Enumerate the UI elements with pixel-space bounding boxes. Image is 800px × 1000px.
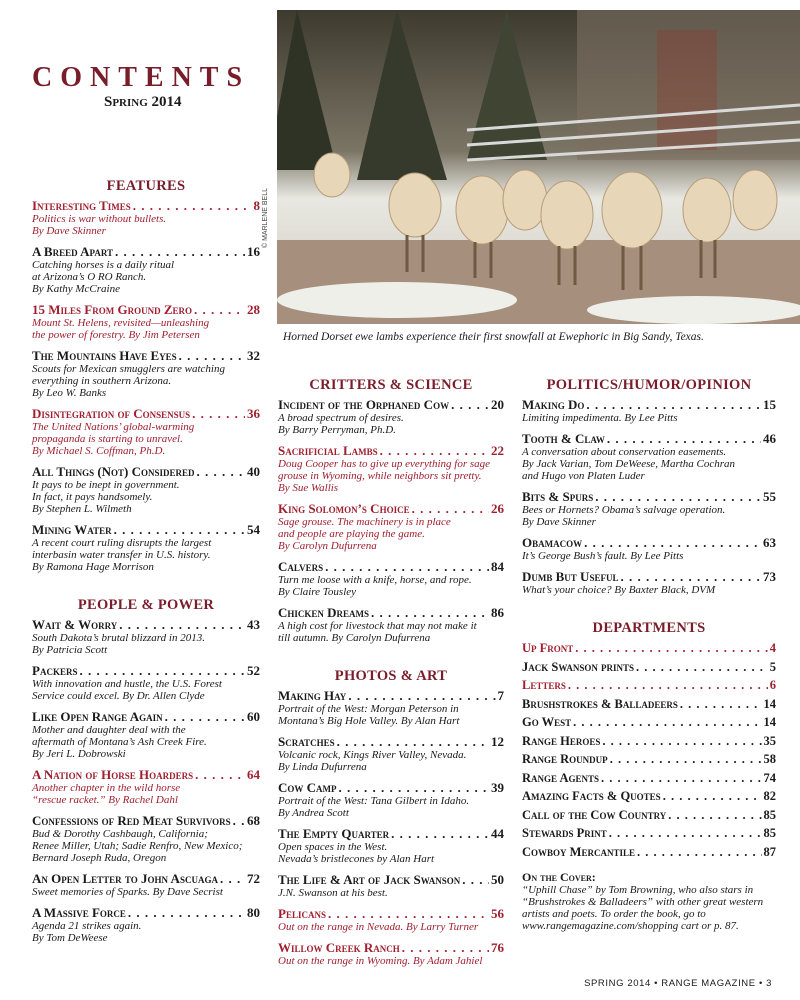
toc-entry-page: 56 xyxy=(491,906,504,921)
photos-art-list xyxy=(278,689,504,967)
toc-entry-line xyxy=(32,523,260,537)
toc-entry-title: Call of the Cow Country xyxy=(522,807,667,822)
toc-entry-line xyxy=(278,873,504,887)
toc-entry[interactable] xyxy=(32,523,260,573)
toc-entry-page: 5 xyxy=(769,659,776,674)
departments-heading: DEPARTMENTS xyxy=(592,620,706,636)
dot-leader xyxy=(133,199,252,213)
toc-entry-line xyxy=(32,814,260,828)
dot-leader xyxy=(636,660,768,675)
dot-leader xyxy=(391,827,489,841)
toc-entry-title: A Massive Force xyxy=(32,905,126,920)
toc-entry-page: 73 xyxy=(763,569,776,584)
toc-entry-page: 16 xyxy=(247,244,260,259)
toc-entry-title: Chicken Dreams xyxy=(278,605,370,620)
toc-entry[interactable] xyxy=(278,689,504,727)
toc-entry-line xyxy=(522,536,776,550)
toc-entry-line xyxy=(278,502,504,516)
toc-entry-description: Politics is war without bullets. By Dave Skinner xyxy=(32,213,167,237)
toc-entry-line xyxy=(522,678,776,693)
toc-entry-page: 85 xyxy=(763,826,776,840)
toc-entry-description: Out on the range in Wyoming. By Adam Jahiel xyxy=(278,955,483,967)
dot-leader xyxy=(412,502,489,516)
toc-entry-description: With innovation and hustle, the U.S. Forest Service could excel. By Dr. Allen Clyde xyxy=(32,678,222,702)
toc-entry-line xyxy=(522,490,776,504)
photos-art-heading: PHOTOS & ART xyxy=(334,668,448,684)
dot-leader xyxy=(328,907,489,921)
toc-entry-description: Portrait of the West: Morgan Peterson in Montana’s Big Hole Valley. By Alan Hart xyxy=(278,703,460,727)
dot-leader xyxy=(115,245,245,259)
toc-entry-title: The Mountains Have Eyes xyxy=(32,348,177,363)
toc-entry-description: What’s your choice? By Baxter Black, DVM xyxy=(522,584,716,596)
dot-leader xyxy=(620,570,761,584)
middle-column xyxy=(278,377,504,975)
dot-leader xyxy=(114,523,245,537)
toc-entry-line xyxy=(522,752,776,767)
toc-entry-description: Volcanic rock, Kings River Valley, Nevada. By Linda Dufurrena xyxy=(278,749,467,773)
toc-entry-page: 32 xyxy=(247,348,260,363)
dot-leader xyxy=(79,664,245,678)
toc-entry-description: Portrait of the West: Tana Gilbert in Idaho. By Andrea Scott xyxy=(278,795,470,819)
toc-entry-page: 26 xyxy=(491,501,504,516)
toc-entry[interactable] xyxy=(278,907,504,933)
toc-entry-title: An Open Letter to John Ascuaga xyxy=(32,871,218,886)
toc-entry-page: 28 xyxy=(247,302,260,317)
toc-entry[interactable] xyxy=(278,941,504,967)
toc-entry-title: Amazing Facts & Quotes xyxy=(522,789,661,803)
toc-entry-line xyxy=(278,444,504,458)
toc-entry[interactable] xyxy=(278,560,504,598)
toc-entry[interactable] xyxy=(522,490,776,528)
toc-entry-line xyxy=(32,465,260,479)
toc-entry[interactable] xyxy=(278,502,504,552)
toc-entry-page: 60 xyxy=(247,709,260,724)
toc-entry-title: Cow Camp xyxy=(278,780,337,795)
toc-entry-title: Cowboy Mercantile xyxy=(522,844,635,859)
toc-entry-title: Disintegration of Consensus xyxy=(32,406,191,421)
toc-entry-description: Limiting impedimenta. By Lee Pitts xyxy=(522,412,678,424)
toc-entry-line xyxy=(522,771,776,786)
toc-entry[interactable] xyxy=(32,618,260,656)
toc-entry-page: 85 xyxy=(763,807,776,822)
dot-leader xyxy=(601,771,761,786)
toc-entry[interactable] xyxy=(32,664,260,702)
toc-entry-description: It’s George Bush’s fault. By Lee Pitts xyxy=(522,550,684,562)
toc-entry-line xyxy=(278,398,504,412)
toc-entry-line xyxy=(278,941,504,955)
toc-entry-line xyxy=(522,697,776,712)
toc-entry-page: 50 xyxy=(491,872,504,887)
toc-entry-page: 35 xyxy=(763,733,776,748)
toc-entry-title: Scratches xyxy=(278,734,335,749)
toc-entry-line xyxy=(32,349,260,363)
toc-entry-line xyxy=(278,606,504,620)
toc-entry-description: Open spaces in the West. Nevada’s bristlecones by Alan Hart xyxy=(278,841,435,865)
toc-entry-description: South Dakota’s brutal blizzard in 2013. By Patricia Scott xyxy=(32,632,205,656)
politics-heading: POLITICS/HUMOR/OPINION xyxy=(546,377,752,393)
toc-entry-title: Mining Water xyxy=(32,522,112,537)
toc-entry[interactable] xyxy=(278,827,504,865)
toc-entry[interactable] xyxy=(278,873,504,899)
toc-entry-title: Sacrificial Lambs xyxy=(278,443,378,458)
toc-entry[interactable] xyxy=(522,752,776,767)
toc-entry-line xyxy=(278,907,504,921)
toc-entry-title: Obamacow xyxy=(522,535,583,550)
dot-leader xyxy=(165,710,245,724)
toc-entry[interactable] xyxy=(522,845,776,860)
toc-entry-title: Range Roundup xyxy=(522,752,608,766)
toc-entry-page: 74 xyxy=(763,770,776,785)
cover-note-label: On the Cover: xyxy=(522,870,596,884)
dot-leader xyxy=(380,444,489,458)
toc-entry-title: Incident of the Orphaned Cow xyxy=(278,397,450,412)
toc-entry-title: Wait & Worry xyxy=(32,617,118,632)
sheep-in-snow-image xyxy=(277,10,800,324)
toc-entry-title: Calvers xyxy=(278,559,324,574)
toc-entry-title: Brushstrokes & Balladeers xyxy=(522,696,678,711)
toc-entry[interactable] xyxy=(522,398,776,424)
departments-list xyxy=(522,641,776,859)
toc-entry[interactable] xyxy=(522,536,776,562)
toc-entry-title: Confessions of Red Meat Survivors xyxy=(32,813,231,828)
toc-entry-title: Interesting Times xyxy=(32,198,131,213)
toc-entry-description: Agenda 21 strikes again. By Tom DeWeese xyxy=(32,920,142,944)
dot-leader xyxy=(607,432,761,446)
toc-entry-page: 63 xyxy=(763,535,776,550)
toc-entry-line xyxy=(522,715,776,730)
toc-entry-description: Bud & Dorothy Cashbaugh, California; Renee Miller, Utah; Sadie Renfro, New Mexico; Bernard Joseph Ruda, Oregon xyxy=(32,828,243,864)
toc-entry-page: 12 xyxy=(491,734,504,749)
toc-entry[interactable] xyxy=(522,789,776,804)
toc-entry-line xyxy=(278,781,504,795)
toc-entry-line xyxy=(278,735,504,749)
toc-entry-description: A conversation about conservation easements. By Jack Varian, Tom DeWeese, Martha Cochran and Hugo von Platen Luder xyxy=(522,446,736,482)
toc-entry-title: The Empty Quarter xyxy=(278,826,390,841)
dot-leader xyxy=(586,398,761,412)
toc-entry-line xyxy=(522,660,776,675)
toc-entry-page: 64 xyxy=(247,767,260,782)
dot-leader xyxy=(192,407,245,421)
dot-leader xyxy=(325,560,489,574)
toc-entry-page: 4 xyxy=(769,641,776,655)
features-heading: FEATURES xyxy=(106,178,186,194)
toc-entry-line xyxy=(32,768,260,782)
toc-entry-page: 82 xyxy=(763,789,776,803)
dot-leader xyxy=(584,536,761,550)
toc-entry[interactable] xyxy=(278,444,504,494)
toc-entry-description: J.N. Swanson at his best. xyxy=(278,887,388,899)
toc-entry-title: Letters xyxy=(522,678,566,692)
dot-leader xyxy=(668,808,761,823)
toc-entry[interactable] xyxy=(32,465,260,515)
issue-label: Spring 2014 xyxy=(104,94,182,110)
toc-entry[interactable] xyxy=(32,814,260,864)
toc-entry-description: Another chapter in the wild horse “rescue racket.” By Rachel Dahl xyxy=(32,782,181,806)
toc-entry-page: 52 xyxy=(247,663,260,678)
toc-entry-title: The Life & Art of Jack Swanson xyxy=(278,872,461,887)
toc-entry-page: 39 xyxy=(491,780,504,795)
toc-entry-description: A recent court ruling disrupts the largest interbasin water transfer in U.S. history. By Ramona Hage Morrison xyxy=(32,537,212,573)
right-column xyxy=(522,377,776,932)
toc-entry-page: 15 xyxy=(763,397,776,412)
toc-entry[interactable] xyxy=(522,697,776,712)
dot-leader xyxy=(462,873,489,887)
toc-entry[interactable] xyxy=(522,808,776,823)
toc-entry[interactable] xyxy=(278,781,504,819)
toc-entry-description: Doug Cooper has to give up everything for sage grouse in Wyoming, while neighbors sit pretty. By Sue Wallis xyxy=(278,458,491,494)
cover-note-text: “Uphill Chase” by Tom Browning, who also stars in “Brushstrokes & Balladeers” with other great western artists and poets. To order the book, go to www.rangemagazine.com/shopping cart or p. 87. xyxy=(522,884,764,932)
dot-leader xyxy=(610,752,762,767)
toc-entry[interactable] xyxy=(522,432,776,482)
toc-entry[interactable] xyxy=(32,349,260,399)
dot-leader xyxy=(197,465,245,479)
toc-entry-title: Making Do xyxy=(522,397,585,412)
toc-entry-description: Catching horses is a daily ritual at Arizona’s O RO Ranch. By Kathy McCraine xyxy=(32,259,175,295)
toc-entry-description: Bees or Hornets? Obama’s salvage operation. By Dave Skinner xyxy=(522,504,726,528)
toc-entry-title: Tooth & Claw xyxy=(522,431,605,446)
toc-entry-description: It pays to be inept in government. In fact, it pays handsomely. By Stephen L. Wilmeth xyxy=(32,479,180,515)
dot-leader xyxy=(337,735,489,749)
toc-entry-title: King Solomon’s Choice xyxy=(278,501,410,516)
toc-entry-line xyxy=(522,641,776,656)
dot-leader xyxy=(371,606,489,620)
toc-entry-page: 76 xyxy=(491,940,504,955)
toc-entry[interactable] xyxy=(32,710,260,760)
toc-entry-title: Stewards Print xyxy=(522,826,607,840)
features-list xyxy=(32,199,260,573)
page-footer: SPRING 2014 • RANGE MAGAZINE • 3 xyxy=(584,978,772,989)
toc-entry-line xyxy=(32,245,260,259)
cover-photo xyxy=(277,10,800,324)
toc-entry-title: Making Hay xyxy=(278,688,347,703)
dot-leader xyxy=(573,715,761,730)
toc-entry-page: 72 xyxy=(247,871,260,886)
toc-entry-page: 22 xyxy=(491,443,504,458)
toc-entry-title: Jack Swanson prints xyxy=(522,659,634,674)
toc-entry[interactable] xyxy=(278,735,504,773)
toc-entry-page: 84 xyxy=(491,559,504,574)
toc-entry[interactable] xyxy=(278,398,504,436)
dot-leader xyxy=(568,678,768,693)
toc-entry-title: All Things (Not) Considered xyxy=(32,464,195,479)
dot-leader xyxy=(402,941,489,955)
toc-entry-page: 7 xyxy=(497,688,504,703)
toc-entry-line xyxy=(522,432,776,446)
toc-entry-title: Like Open Range Again xyxy=(32,709,163,724)
people-heading: PEOPLE & POWER xyxy=(77,597,215,613)
toc-entry-line xyxy=(32,906,260,920)
toc-entry-title: Up Front xyxy=(522,641,574,655)
toc-entry-title: Willow Creek Ranch xyxy=(278,940,400,955)
toc-entry[interactable] xyxy=(32,199,260,237)
dot-leader xyxy=(575,641,767,656)
toc-entry-line xyxy=(32,872,260,886)
toc-entry-description: Sweet memories of Sparks. By Dave Secrist xyxy=(32,886,223,898)
toc-entry-title: A Breed Apart xyxy=(32,244,114,259)
toc-entry-title: A Nation of Horse Hoarders xyxy=(32,767,194,782)
toc-entry-page: 14 xyxy=(763,715,776,729)
toc-entry-description: A high cost for livestock that may not make it till autumn. By Carolyn Dufurrena xyxy=(278,620,477,644)
toc-entry[interactable] xyxy=(522,826,776,841)
toc-entry-page: 58 xyxy=(763,752,776,766)
dot-leader xyxy=(595,490,761,504)
toc-entry[interactable] xyxy=(32,407,260,457)
dot-leader xyxy=(637,845,762,860)
toc-entry-title: Go West xyxy=(522,715,572,729)
dot-leader xyxy=(119,618,245,632)
dot-leader xyxy=(609,826,762,841)
toc-entry-title: Bits & Spurs xyxy=(522,489,594,504)
toc-entry-page: 8 xyxy=(253,198,260,213)
dot-leader xyxy=(128,906,245,920)
toc-entry-line xyxy=(32,199,260,213)
people-list xyxy=(32,618,260,944)
toc-entry[interactable] xyxy=(522,660,776,675)
toc-entry-line xyxy=(522,808,776,823)
left-column xyxy=(32,178,260,952)
toc-entry-line xyxy=(522,826,776,841)
toc-entry-line xyxy=(522,398,776,412)
toc-entry[interactable] xyxy=(278,606,504,644)
dot-leader xyxy=(220,872,245,886)
photo-credit: © MARLENE BELL xyxy=(262,187,269,248)
toc-entry[interactable] xyxy=(32,768,260,806)
toc-entry[interactable] xyxy=(32,245,260,295)
toc-entry-page: 87 xyxy=(763,844,776,859)
critters-heading: CRITTERS & SCIENCE xyxy=(309,377,473,393)
toc-entry-page: 44 xyxy=(491,826,504,841)
toc-entry-title: Range Agents xyxy=(522,770,600,785)
toc-entry[interactable] xyxy=(522,641,776,656)
toc-entry-description: A broad spectrum of desires. By Barry Perryman, Ph.D. xyxy=(278,412,404,436)
toc-entry-line xyxy=(278,689,504,703)
toc-entry-title: Pelicans xyxy=(278,906,326,921)
toc-entry-description: The United Nations’ global-warming propaganda is starting to unravel. By Michael S. Coffman, Ph.D. xyxy=(32,421,195,457)
toc-entry-description: Mount St. Helens, revisited—unleashing the power of forestry. By Jim Petersen xyxy=(32,317,210,341)
dot-leader xyxy=(348,689,495,703)
dot-leader xyxy=(195,768,245,782)
toc-entry[interactable] xyxy=(522,570,776,596)
toc-entry-page: 14 xyxy=(763,696,776,711)
politics-list xyxy=(522,398,776,596)
toc-entry-line xyxy=(522,570,776,584)
dot-leader xyxy=(451,398,489,412)
toc-entry[interactable] xyxy=(522,678,776,693)
toc-entry-description: Mother and daughter deal with the aftermath of Montana’s Ash Creek Fire. By Jeri L. Dobrowski xyxy=(32,724,207,760)
toc-entry-line xyxy=(522,845,776,860)
toc-entry-description: Sage grouse. The machinery is in place and people are playing the game. By Carolyn Dufurrena xyxy=(278,516,451,552)
dot-leader xyxy=(339,781,489,795)
toc-entry-line xyxy=(522,789,776,804)
dot-leader xyxy=(680,697,762,712)
toc-entry-line xyxy=(522,734,776,749)
toc-entry-page: 20 xyxy=(491,397,504,412)
toc-entry-line xyxy=(32,664,260,678)
toc-entry[interactable] xyxy=(522,771,776,786)
toc-entry-line xyxy=(32,407,260,421)
toc-entry-page: 80 xyxy=(247,905,260,920)
toc-entry-page: 46 xyxy=(763,431,776,446)
toc-entry-title: Range Heroes xyxy=(522,733,601,748)
toc-entry-description: Turn me loose with a knife, horse, and rope. By Claire Tousley xyxy=(278,574,472,598)
photo-caption: Horned Dorset ewe lambs experience their first snowfall at Ewephoric in Big Sandy, Texas. xyxy=(283,331,704,343)
toc-entry-page: 40 xyxy=(247,464,260,479)
toc-entry-title: 15 Miles From Ground Zero xyxy=(32,302,193,317)
toc-entry-page: 55 xyxy=(763,489,776,504)
toc-entry-line xyxy=(32,303,260,317)
cover-note xyxy=(522,871,776,932)
toc-entry-description: Out on the range in Nevada. By Larry Turner xyxy=(278,921,479,933)
toc-entry-page: 36 xyxy=(247,406,260,421)
toc-entry-page: 54 xyxy=(247,522,260,537)
toc-entry-line xyxy=(32,618,260,632)
toc-entry-page: 86 xyxy=(491,605,504,620)
dot-leader xyxy=(179,349,245,363)
toc-entry[interactable] xyxy=(522,715,776,730)
toc-entry-line xyxy=(278,560,504,574)
toc-entry[interactable] xyxy=(32,906,260,944)
toc-entry-title: Packers xyxy=(32,663,78,678)
dot-leader xyxy=(663,789,762,804)
toc-entry-page: 43 xyxy=(247,617,260,632)
toc-entry-description: Scouts for Mexican smugglers are watching everything in southern Arizona. By Leo W. Banks xyxy=(32,363,225,399)
toc-entry-page: 68 xyxy=(247,813,260,828)
dot-leader xyxy=(233,814,245,828)
toc-entry[interactable] xyxy=(522,734,776,749)
toc-entry-line xyxy=(32,710,260,724)
dot-leader xyxy=(194,303,245,317)
dot-leader xyxy=(602,734,761,749)
critters-list xyxy=(278,398,504,644)
toc-entry-title: Dumb But Useful xyxy=(522,569,619,584)
contents-title: CONTENTS xyxy=(32,62,251,93)
toc-entry[interactable] xyxy=(32,872,260,898)
toc-entry-page: 6 xyxy=(769,678,776,692)
toc-entry[interactable] xyxy=(32,303,260,341)
toc-entry-line xyxy=(278,827,504,841)
